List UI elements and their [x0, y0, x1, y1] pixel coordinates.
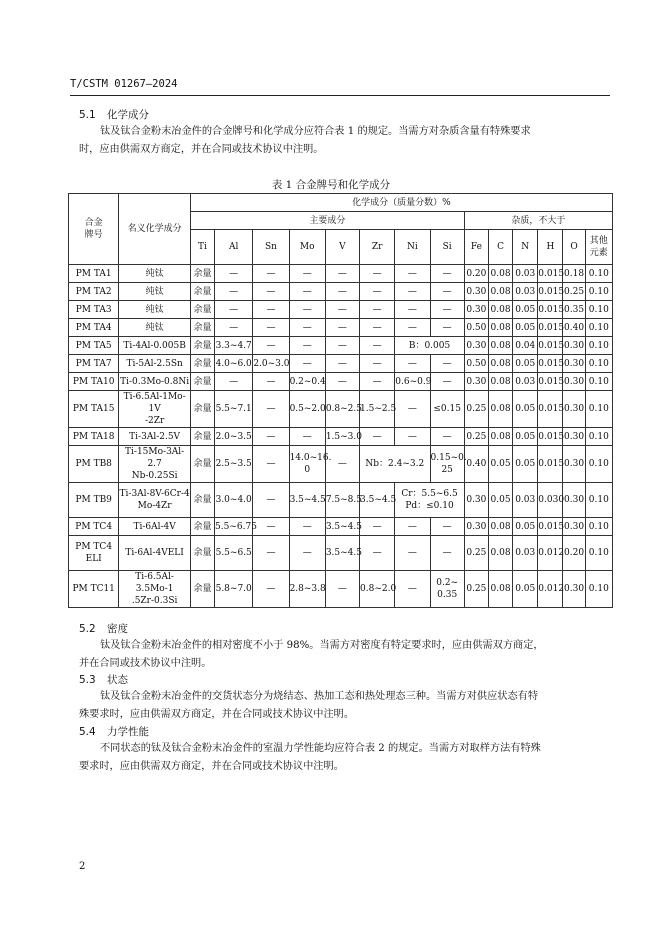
table-cell: —: [325, 265, 359, 283]
table-cell: —: [253, 301, 289, 319]
table-cell: 0.8~2.0: [360, 571, 395, 608]
table-cell: 纯钛: [119, 319, 191, 337]
table-cell: 0.30: [563, 373, 585, 391]
table-1-caption: 表 1 合金牌号和化学成分: [271, 179, 391, 191]
table-cell: —: [430, 319, 464, 337]
table-cell: B：0.005: [395, 337, 464, 355]
section-number: 5.3: [79, 674, 96, 686]
table-cell: 0.08: [488, 355, 512, 373]
table-row: [69, 391, 613, 428]
table-cell: —: [289, 265, 325, 283]
table-cell: —: [253, 518, 289, 536]
table-cell: —: [215, 319, 253, 337]
table-cell: 0.015: [538, 391, 563, 428]
table-row: [69, 571, 613, 608]
table-cell: —: [253, 428, 289, 446]
table-cell: —: [360, 319, 395, 337]
table-cell: —: [325, 355, 359, 373]
table-cell: —: [395, 265, 430, 283]
table-cell: 0.015: [538, 518, 563, 536]
table-cell: 0.10: [585, 446, 612, 483]
table-cell: 0.08: [488, 319, 512, 337]
document-id: T/CSTM 01267—2024: [70, 78, 178, 90]
paragraph-line: 不同状态的钛及钛合金粉末冶金件的室温力学性能均应符合表 2 的规定。当需方对取样方法有特殊: [100, 743, 541, 754]
table-cell: 5.5~6.5: [215, 536, 253, 571]
table-cell: 0.10: [585, 355, 612, 373]
table-cell: 0.10: [585, 536, 612, 571]
table-cell: —: [253, 283, 289, 301]
table-cell: PM TA15: [69, 391, 119, 428]
table-cell: 5.5~7.1: [215, 391, 253, 428]
table-cell: 0.10: [585, 283, 612, 301]
table-row: [69, 355, 613, 373]
table-cell: 2.5~3.5: [215, 446, 253, 483]
table-cell: —: [289, 319, 325, 337]
table-cell: 0.10: [585, 391, 612, 428]
table-cell: —: [430, 428, 464, 446]
page-number: 2: [79, 861, 86, 872]
table-cell: 0.03: [513, 283, 538, 301]
table-cell: —: [325, 301, 359, 319]
table-row: [69, 536, 613, 571]
table-cell: 余量: [190, 428, 214, 446]
table-row: [69, 373, 613, 391]
table-cell: 2.0~3.5: [215, 428, 253, 446]
header-element-cell: Al: [215, 230, 253, 265]
table-cell: 余量: [190, 483, 214, 518]
table-cell: —: [215, 373, 253, 391]
table-cell: 0.40: [464, 446, 488, 483]
paragraph-line: 钛及钛合金粉末冶金件的合金牌号和化学成分应符合表 1 的规定。当需方对杂质含量有特殊要求: [100, 126, 531, 137]
table-cell: PM TA7: [69, 355, 119, 373]
table-cell: ≤0.15: [430, 391, 464, 428]
table-cell: 0.15~0. 25: [430, 446, 464, 483]
table-cell: 0.08: [488, 428, 512, 446]
table-cell: 0.08: [488, 301, 512, 319]
table-cell: 4.0~6.0: [215, 355, 253, 373]
table-cell: 纯钛: [119, 283, 191, 301]
table-cell: 0.08: [488, 283, 512, 301]
table-cell: 0.08: [488, 571, 512, 608]
table-cell: —: [253, 483, 289, 518]
paragraph-line: 钛及钛合金粉末冶金件的相对密度不小于 98%。当需方对密度有特定要求时，应由供需双方商定，: [100, 640, 544, 651]
paragraph-line: 时，应由供需双方商定，并在合同或技术协议中注明。: [79, 144, 324, 155]
table-cell: 7.5~8.5: [325, 483, 359, 518]
table-cell: 0.50: [464, 319, 488, 337]
table-cell: 0.10: [585, 483, 612, 518]
table-cell: 纯钛: [119, 301, 191, 319]
table-cell: 0.05: [513, 518, 538, 536]
section-5-4-paragraph: [79, 740, 613, 776]
table-cell: 3.5~4.5: [360, 483, 395, 518]
table-cell: 0.10: [585, 518, 612, 536]
table-cell: 0.03: [513, 536, 538, 571]
table-cell: 纯钛: [119, 265, 191, 283]
table-cell: 0.05: [488, 446, 512, 483]
table-cell: —: [360, 301, 395, 319]
table-cell: —: [360, 283, 395, 301]
table-cell: 余量: [190, 571, 214, 608]
section-number: 5.2: [79, 623, 96, 635]
table-cell: 0.015: [538, 265, 563, 283]
section-5-1-heading: [79, 107, 149, 122]
table-cell: 0.30: [563, 571, 585, 608]
table-cell: 0.6~0.9: [395, 373, 430, 391]
table-cell: 0.30: [563, 391, 585, 428]
table-cell: —: [325, 373, 359, 391]
header-element-cell: Ni: [395, 230, 430, 265]
table-cell: 0.10: [585, 265, 612, 283]
table-cell: 余量: [190, 536, 214, 571]
table-cell: 余量: [190, 446, 214, 483]
table-cell: PM TA3: [69, 301, 119, 319]
table-cell: 余量: [190, 355, 214, 373]
table-cell: —: [253, 391, 289, 428]
header-element-cell: Fe: [464, 230, 488, 265]
table-cell: 14.0~16. 0: [289, 446, 325, 483]
table-cell: 余量: [190, 283, 214, 301]
table-row: [69, 265, 613, 283]
table-cell: 0.10: [585, 301, 612, 319]
table-cell: 0.20: [464, 265, 488, 283]
paragraph-line: 殊要求时，应由供需双方商定，并在合同或技术协议中注明。: [79, 709, 355, 720]
table-cell: Ti-6Al-4VELI: [119, 536, 191, 571]
table-cell: —: [430, 518, 464, 536]
table-cell: 0.30: [563, 518, 585, 536]
table-cell: 0.25: [464, 391, 488, 428]
table-cell: 0.10: [585, 337, 612, 355]
table-cell: —: [395, 571, 430, 608]
table-cell: 0.30: [464, 337, 488, 355]
table-row: [69, 518, 613, 536]
table-row: [69, 283, 613, 301]
table-cell: 0.30: [464, 373, 488, 391]
table-cell: 0.10: [585, 319, 612, 337]
table-cell: —: [430, 265, 464, 283]
table-cell: —: [360, 337, 395, 355]
table-cell: Ti-4Al-0.005B: [119, 337, 191, 355]
table-cell: 0.5~2.0: [289, 391, 325, 428]
table-cell: —: [360, 355, 395, 373]
table-cell: 1.5~3.0: [325, 428, 359, 446]
table-cell: —: [395, 301, 430, 319]
table-cell: Cr：5.5~6.5 Pd：≤0.10: [395, 483, 464, 518]
section-title: 化学成分: [107, 109, 149, 121]
table-cell: 1.5~2.5: [360, 391, 395, 428]
table-row: [69, 483, 613, 518]
table-cell: PM TA5: [69, 337, 119, 355]
table-cell: 3.0~4.0: [215, 483, 253, 518]
table-cell: 0.30: [563, 446, 585, 483]
table-cell: —: [360, 428, 395, 446]
table-cell: 0.50: [464, 355, 488, 373]
table-cell: 0.40: [563, 319, 585, 337]
table-cell: PM TA10: [69, 373, 119, 391]
table-cell: 0.05: [488, 483, 512, 518]
table-cell: 0.25: [563, 283, 585, 301]
table-row: [69, 319, 613, 337]
table-cell: 5.8~7.0: [215, 571, 253, 608]
header-element-cell: Zr: [360, 230, 395, 265]
table-cell: 0.30: [464, 483, 488, 518]
table-cell: —: [325, 571, 359, 608]
table-cell: —: [289, 536, 325, 571]
table-cell: 0.10: [585, 373, 612, 391]
table-cell: 余量: [190, 391, 214, 428]
header-element-cell: Sn: [253, 230, 289, 265]
table-cell: PM TB8: [69, 446, 119, 483]
table-cell: 0.20: [563, 536, 585, 571]
table-cell: 0.05: [513, 319, 538, 337]
table-cell: 0.012: [538, 536, 563, 571]
section-5-2-heading: [79, 621, 128, 636]
table-cell: 0.08: [488, 373, 512, 391]
table-cell: 0.2~ 0.35: [430, 571, 464, 608]
header-impurities: 杂质，不大于: [464, 212, 612, 230]
table-cell: —: [430, 355, 464, 373]
header-other-elements: 其他 元素: [585, 230, 612, 265]
table-row: [69, 428, 613, 446]
table-cell: PM TA1: [69, 265, 119, 283]
table-cell: 0.08: [488, 391, 512, 428]
table-cell: 余量: [190, 265, 214, 283]
table-row: [69, 337, 613, 355]
table-cell: 余量: [190, 373, 214, 391]
table-cell: PM TA4: [69, 319, 119, 337]
table-cell: 0.015: [538, 319, 563, 337]
section-title: 密度: [107, 623, 128, 635]
table-cell: Ti-15Mo-3Al-2.7 Nb-0.25Si: [119, 446, 191, 483]
table-cell: —: [395, 391, 430, 428]
table-cell: 3.5~4.5: [325, 536, 359, 571]
section-title: 力学性能: [107, 726, 149, 738]
header-element-cell: O: [563, 230, 585, 265]
table-cell: 0.25: [464, 428, 488, 446]
table-cell: Ti-3Al-8V-6Cr-4 Mo-4Zr: [119, 483, 191, 518]
table-cell: PM TC4: [69, 518, 119, 536]
table-cell: PM TB9: [69, 483, 119, 518]
table-cell: 2.8~3.8: [289, 571, 325, 608]
table-cell: 0.30: [563, 337, 585, 355]
table-cell: 0.015: [538, 446, 563, 483]
paragraph-line: 并在合同或技术协议中注明。: [79, 658, 212, 669]
table-cell: —: [395, 536, 430, 571]
table-cell: —: [430, 283, 464, 301]
table-cell: Ti-6Al-4V: [119, 518, 191, 536]
table-cell: —: [289, 355, 325, 373]
table-cell: 0.05: [513, 571, 538, 608]
table-cell: 0.30: [464, 518, 488, 536]
table-cell: —: [215, 283, 253, 301]
table-cell: 0.10: [585, 571, 612, 608]
table-cell: —: [253, 571, 289, 608]
table-cell: 0.30: [563, 355, 585, 373]
table-cell: 余量: [190, 301, 214, 319]
table-cell: 0.25: [464, 571, 488, 608]
table-cell: Ti-0.3Mo-0.8Ni: [119, 373, 191, 391]
table-cell: 0.015: [538, 301, 563, 319]
header-grade: 合金 牌号: [69, 194, 119, 265]
header-rule: [70, 95, 610, 96]
table-cell: Ti-6.5Al-3.5Mo-1 .5Zr-0.3Si: [119, 571, 191, 608]
table-cell: —: [289, 518, 325, 536]
table-cell: 0.05: [513, 301, 538, 319]
table-cell: —: [253, 446, 289, 483]
header-element-cell: Si: [430, 230, 464, 265]
table-cell: 0.35: [563, 301, 585, 319]
table-cell: 0.25: [464, 536, 488, 571]
table-cell: 0.08: [488, 518, 512, 536]
table-cell: —: [289, 283, 325, 301]
table-cell: Nb：2.4~3.2: [360, 446, 431, 483]
table-cell: 0.012: [538, 571, 563, 608]
table-cell: —: [215, 265, 253, 283]
table-cell: 3.3~4.7: [215, 337, 253, 355]
table-cell: —: [395, 518, 430, 536]
table-cell: 0.30: [464, 283, 488, 301]
table-cell: 0.015: [538, 428, 563, 446]
header-element-cell: Ti: [190, 230, 214, 265]
table-cell: PM TC4 ELI: [69, 536, 119, 571]
table-cell: 0.05: [513, 355, 538, 373]
header-element-cell: C: [488, 230, 512, 265]
table-cell: 余量: [190, 319, 214, 337]
table-cell: PM TA18: [69, 428, 119, 446]
header-nominal-composition: 名义化学成分: [119, 194, 191, 265]
table-cell: —: [253, 265, 289, 283]
table-cell: —: [360, 518, 395, 536]
paragraph-line: 要求时，应由供需双方商定，并在合同或技术协议中注明。: [79, 761, 344, 772]
table-cell: 0.03: [513, 265, 538, 283]
table-cell: 0.04: [513, 337, 538, 355]
table-cell: 0.05: [513, 391, 538, 428]
alloy-composition-table: [68, 193, 613, 608]
table-cell: PM TC11: [69, 571, 119, 608]
table-cell: —: [360, 373, 395, 391]
table-cell: 0.05: [513, 428, 538, 446]
table-cell: —: [325, 337, 359, 355]
table-cell: —: [395, 283, 430, 301]
table-cell: 0.08: [488, 265, 512, 283]
table-cell: 0.2~0.4: [289, 373, 325, 391]
table-cell: 0.03: [513, 483, 538, 518]
table-cell: —: [360, 265, 395, 283]
table-cell: 0.08: [488, 337, 512, 355]
table-cell: —: [289, 428, 325, 446]
table-cell: 0.030: [538, 483, 563, 518]
section-number: 5.1: [79, 109, 96, 121]
table-cell: —: [289, 337, 325, 355]
table-cell: —: [325, 446, 359, 483]
section-5-2-paragraph: [79, 637, 613, 673]
table-cell: —: [289, 301, 325, 319]
table-cell: 0.015: [538, 283, 563, 301]
table-cell: 5.5~6.75: [215, 518, 253, 536]
header-element-cell: V: [325, 230, 359, 265]
table-cell: PM TA2: [69, 283, 119, 301]
table-cell: —: [430, 301, 464, 319]
header-main-components: 主要成分: [190, 212, 464, 230]
table-cell: 0.30: [464, 301, 488, 319]
table-cell: —: [430, 373, 464, 391]
header-element-cell: Mo: [289, 230, 325, 265]
table-cell: 0.8~2.5: [325, 391, 359, 428]
table-cell: 3.5~4.5: [289, 483, 325, 518]
table-cell: —: [430, 536, 464, 571]
table-cell: 余量: [190, 518, 214, 536]
section-5-1-paragraph: [79, 123, 613, 159]
table-cell: —: [253, 319, 289, 337]
table-cell: 0.18: [563, 265, 585, 283]
table-cell: —: [395, 355, 430, 373]
table-cell: 余量: [190, 337, 214, 355]
paragraph-line: 钛及钛合金粉末冶金件的交货状态分为烧结态、热加工态和热处理态三种。当需方对供应状态有特: [100, 691, 539, 702]
table-row: [69, 446, 613, 483]
table-cell: —: [395, 319, 430, 337]
table-cell: —: [325, 283, 359, 301]
table-cell: 0.015: [538, 355, 563, 373]
header-chemical-composition: 化学成分（质量分数）%: [190, 194, 612, 212]
table-cell: —: [253, 337, 289, 355]
table-header-row: [69, 194, 613, 212]
table-cell: 0.10: [585, 428, 612, 446]
table-cell: Ti-3Al-2.5V: [119, 428, 191, 446]
section-5-3-paragraph: [79, 688, 613, 724]
table-cell: Ti-5Al-2.5Sn: [119, 355, 191, 373]
table-cell: —: [395, 428, 430, 446]
table-cell: 0.30: [563, 483, 585, 518]
header-element-cell: H: [538, 230, 563, 265]
table-row: [69, 301, 613, 319]
table-cell: —: [360, 536, 395, 571]
table-cell: 0.015: [538, 337, 563, 355]
section-5-3-heading: [79, 672, 128, 687]
table-cell: —: [215, 301, 253, 319]
table-cell: 0.30: [563, 428, 585, 446]
table-cell: —: [253, 536, 289, 571]
section-title: 状态: [107, 674, 128, 686]
table-cell: 0.08: [488, 536, 512, 571]
table-cell: Ti-6.5Al-1Mo-1V -2Zr: [119, 391, 191, 428]
table-cell: 0.03: [513, 373, 538, 391]
table-cell: —: [325, 319, 359, 337]
table-cell: 0.015: [538, 373, 563, 391]
table-cell: 2.0~3.0: [253, 355, 289, 373]
section-5-4-heading: [79, 724, 149, 739]
table-cell: —: [253, 373, 289, 391]
table-cell: 3.5~4.5: [325, 518, 359, 536]
table-cell: 0.05: [513, 446, 538, 483]
header-element-cell: N: [513, 230, 538, 265]
section-number: 5.4: [79, 726, 96, 738]
